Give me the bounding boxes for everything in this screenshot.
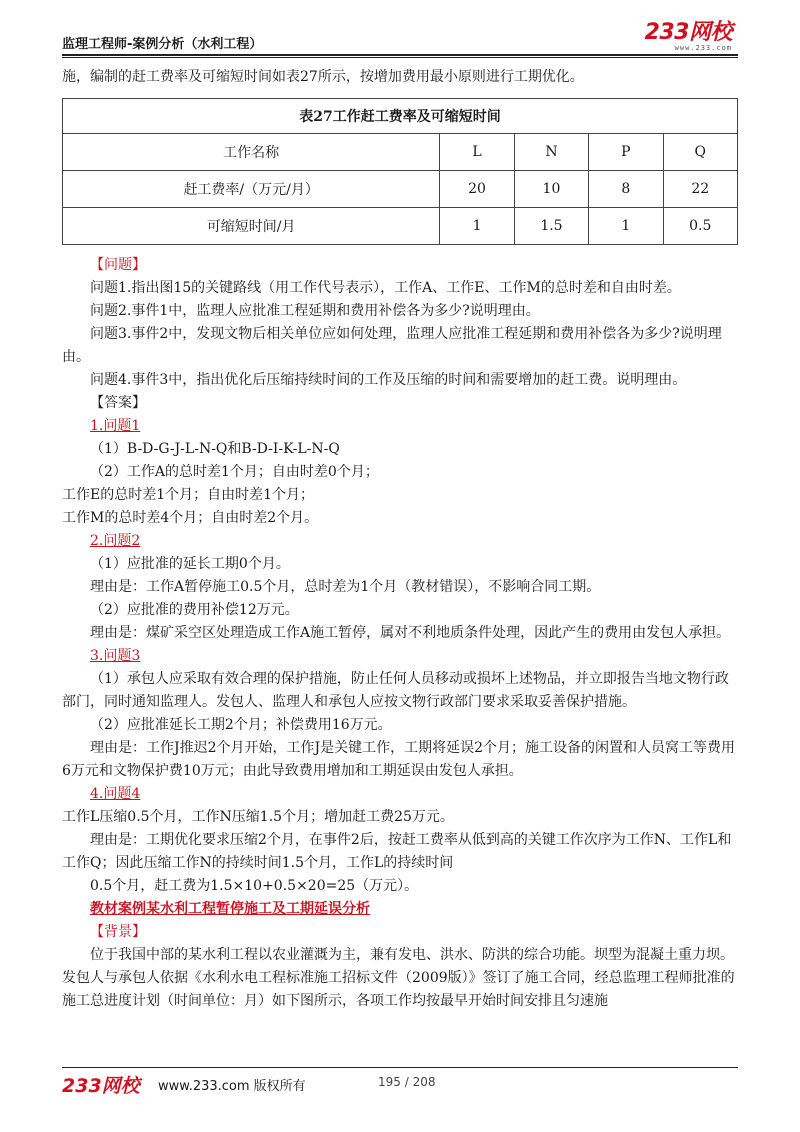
table-row xyxy=(63,171,738,208)
table-cell: 20 xyxy=(440,171,514,208)
answer-line: 理由是：工作J推迟2个月开始，工作J是关键工作，工期将延误2个月；施工设备的闲置和人员窝工等费用6万元和文物保护费10万元；由此导致费用增加和工期延误由发包人承担。 xyxy=(62,740,736,779)
answer-line: （1）应批准的延长工期0个月。 xyxy=(90,556,290,572)
answer-2-title: 2.问题2 xyxy=(90,533,141,549)
answer-line: 0.5个月，赶工费为1.5×10+0.5×20=25（万元）。 xyxy=(90,878,419,894)
answer-line: 理由是：煤矿采空区处理造成工作A施工暂停，属对不利地质条件处理，因此产生的费用由发包人承担。 xyxy=(90,625,731,641)
answer-line: 理由是：工期优化要求压缩2个月，在事件2后，按赶工费率从低到高的关键工作次序为工作N、工作L和工作Q；因此压缩工作N的持续时间1.5个月，工作L的持续时间 xyxy=(62,832,732,871)
footer-logo: 233网校 xyxy=(62,1075,140,1097)
answer-line: 工作L压缩0.5个月，工作N压缩1.5个月；增加赶工费25万元。 xyxy=(62,809,454,825)
table-cell: 22 xyxy=(663,171,738,208)
table-cell: 1 xyxy=(589,208,663,245)
answers-heading: 【答案】 xyxy=(90,395,146,411)
table-cell: 可缩短时间/月 xyxy=(63,208,440,245)
answer-line: （2）应批准的费用补偿12万元。 xyxy=(90,602,299,618)
answer-3-title: 3.问题3 xyxy=(90,648,141,664)
table-header-cell: Q xyxy=(663,134,738,171)
logo-text: 233网校 xyxy=(644,20,732,45)
question-item: 问题3.事件2中，发现文物后相关单位应如何处理，监理人应批准工程延期和费用补偿各为多少?说明理由。 xyxy=(62,326,722,365)
brand-logo xyxy=(645,22,732,52)
page-content xyxy=(62,66,738,1013)
table-cell: 10 xyxy=(514,171,588,208)
questions-heading: 【问题】 xyxy=(90,257,146,273)
header-divider-thin xyxy=(62,57,738,58)
table-cell: 赶工费率/（万元/月） xyxy=(63,171,440,208)
table-header-row xyxy=(63,134,738,171)
answer-line: 理由是：工作A暂停施工0.5个月，总时差为1个月（教材错误），不影响合同工期。 xyxy=(90,579,601,595)
answer-line: （2）应批准延长工期2个月；补偿费用16万元。 xyxy=(90,717,392,733)
table-cell: 0.5 xyxy=(663,208,738,245)
question-item: 问题1.指出图15的关键路线（用工作代号表示），工作A、工作E、工作M的总时差和自由时差。 xyxy=(90,280,681,296)
question-item: 问题4.事件3中，指出优化后压缩持续时间的工作及压缩的时间和需要增加的赶工费。说明理由。 xyxy=(90,372,687,388)
table-cell: 1.5 xyxy=(514,208,588,245)
table-row xyxy=(63,208,738,245)
footer-divider xyxy=(62,1067,738,1068)
answer-line: 工作M的总时差4个月；自由时差2个月。 xyxy=(62,510,319,526)
answer-4-title: 4.问题4 xyxy=(90,786,141,802)
background-heading: 【背景】 xyxy=(90,924,146,940)
answer-line: （1）B-D-G-J-L-N-Q和B-D-I-K-L-N-Q xyxy=(90,441,340,457)
document-title: 监理工程师-案例分析（水利工程） xyxy=(62,37,263,52)
table-caption-row xyxy=(63,99,738,134)
table-cell: 8 xyxy=(589,171,663,208)
answer-line: （1）承包人应采取有效合理的保护措施，防止任何人员移动或损坏上述物品，并立即报告当地文物行政部门，同时通知监理人。发包人、监理人和承包人应按文物行政部门要求采取妥善保护措施。 xyxy=(62,671,729,710)
intro-paragraph: 施，编制的赶工费率及可缩短时间如表27所示，按增加费用最小原则进行工期优化。 xyxy=(62,69,584,85)
footer-copyright: www.233.com 版权所有 xyxy=(158,1079,306,1094)
table-header-cell: 工作名称 xyxy=(63,134,440,171)
question-item: 问题2.事件1中，监理人应批准工程延期和费用补偿各为多少?说明理由。 xyxy=(90,303,540,319)
table-cell: 1 xyxy=(440,208,514,245)
logo-url: www.233.com xyxy=(674,44,732,52)
table-header-cell: N xyxy=(514,134,588,171)
crash-cost-table xyxy=(62,98,738,245)
answer-line: 工作E的总时差1个月；自由时差1个月； xyxy=(62,487,315,503)
table-caption: 表27工作赶工费率及可缩短时间 xyxy=(63,99,738,134)
page-number: 195 / 208 xyxy=(378,1075,436,1089)
answer-1-title: 1.问题1 xyxy=(90,418,141,434)
answer-line: （2）工作A的总时差1个月；自由时差0个月； xyxy=(90,464,379,480)
table-header-cell: P xyxy=(589,134,663,171)
case-title: 教材案例某水利工程暂停施工及工期延误分析 xyxy=(90,901,370,917)
table-header-cell: L xyxy=(440,134,514,171)
header-divider xyxy=(62,54,738,56)
background-paragraph: 位于我国中部的某水利工程以农业灌溉为主，兼有发电、洪水、防洪的综合功能。坝型为混凝土重力坝。发包人与承包人依据《水利水电工程标准施工招标文件（2009版）》签订了施工合同，经总监理工程师批准的施工总进度计划（时间单位：月）如下图所示，各项工作均按最早开始时间安排且匀速施 xyxy=(62,947,735,1009)
